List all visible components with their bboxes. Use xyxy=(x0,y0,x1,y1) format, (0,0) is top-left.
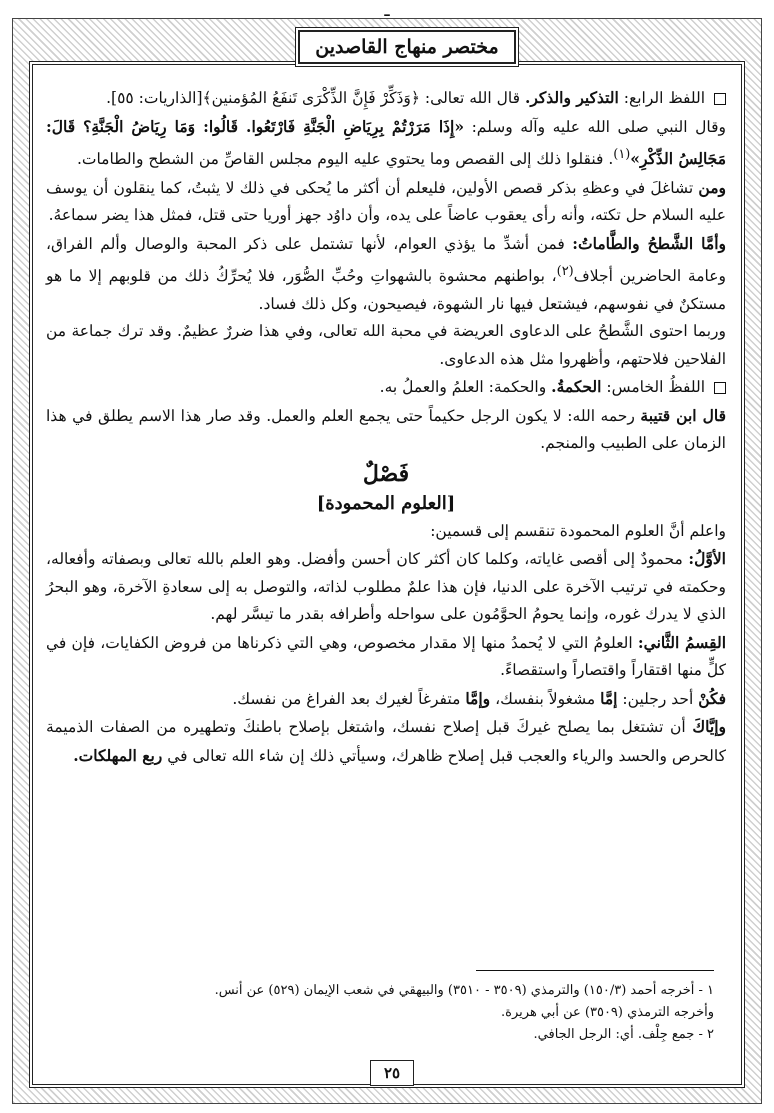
p8-text: واعلم أنَّ العلوم المحمودة تنقسم إلى قسمين: xyxy=(430,521,726,540)
paragraph-6 xyxy=(46,373,726,402)
paragraph-5 xyxy=(46,318,726,373)
paragraph-4 xyxy=(46,230,726,319)
paragraph-2 xyxy=(46,113,726,174)
p11-text-2: مشغولاً بنفسك، xyxy=(495,689,596,708)
p11-text-1: أحد رجلين: xyxy=(622,689,694,708)
p11-bold-2: إمَّا xyxy=(600,688,618,708)
footnote-1: ١ - أخرجه أحمد (١٥٠/٣) والترمذي (٣٥٠٩ - ٣٥١٠) والبيهقي في شعب الإيمان (٥٢٩) عن أنس. xyxy=(214,983,714,998)
paragraph-3 xyxy=(46,174,726,230)
p1-lead: اللفظ الرابع: xyxy=(623,89,706,107)
main-text xyxy=(46,84,726,770)
section-subheading: [العلوم المحمودة] xyxy=(316,492,456,514)
p11-text-3: متفرغاً لغيرك بعد الفراغ من نفسك. xyxy=(232,689,461,708)
p11-bold-1: فكُنْ xyxy=(698,688,726,708)
p3-bold: ومن xyxy=(698,177,727,197)
p11-bold-3: وإمَّا xyxy=(465,688,491,708)
book-title: مختصر منهاج القاصدين xyxy=(298,30,516,64)
p2-text: وقال النبي صلى الله عليه وآله وسلم: xyxy=(471,117,726,136)
square-bullet-icon xyxy=(714,382,726,394)
page-number: ٢٥ xyxy=(370,1060,414,1086)
p9-text: محمودٌ إلى أقصى غاياته، وكلما كان أكثر كان أحسن وأفضل. وهو العلم بالله تعالى وبصفاته وأفعاله، وحكمته في ترتيب الآخرة على الدنيا، فإن هذا علمٌ مطلوب لذاته، والتوصل به إلى سعادةِ الآخرة، وهو البحرُ الذي لا يدرك غوره، وإنما يحومُ الحوَّمُون على سواحله وأطرافه بقدر ما تيسَّر لهم. xyxy=(46,550,726,624)
p12-bold-tail: ربع المهلكات. xyxy=(73,745,163,765)
p7-bold: قال ابن قتيبة xyxy=(640,405,726,425)
footnotes xyxy=(46,980,714,1046)
p6-bold: الحكمةُ. xyxy=(551,377,602,397)
p7-text: رحمه الله: لا يكون الرجل حكيماً حتى يجمع العلم والعمل. وقد صار هذا الاسم يطلق في هذا الزمان على الطبيب والمنجم. xyxy=(46,406,726,453)
section-heading: فَصْلٌ xyxy=(362,460,410,487)
paragraph-11 xyxy=(46,685,726,714)
p5-text: وربما احتوى الشَّطحُ على الدعاوى العريضة في محبة الله تعالى، وفي هذا ضررٌ عظيمٌ. وقد ترك جماعة من الفلاحين فلاحتهم، وأظهروا مثل هذه الدعاوى. xyxy=(46,322,726,368)
p6-lead: اللفظُ الخامس: xyxy=(606,378,706,397)
p4-bold: وأمَّا الشَّطحُ والطَّاماتُ: xyxy=(572,233,726,253)
p1-bold: التذكير والذكر. xyxy=(524,88,619,107)
footnote-ref-1: (١) xyxy=(613,147,631,162)
p2-tail: . فنقلوا ذلك إلى القصص وما يحتوي عليه اليوم مجلس القاصِّ من الشطح والطامات. xyxy=(76,150,614,169)
paragraph-8 xyxy=(46,518,726,546)
p4-text: فمن أشدِّ ما يؤذي العوام، لأنها تشتمل على ذكر المحبة والوصال وألم الفراق، وعامة الحاضرين أجلاف xyxy=(46,234,727,286)
footnote-ref-2: (٢) xyxy=(556,264,574,280)
paragraph-1 xyxy=(46,84,726,113)
p9-bold: الأوَّلُ: xyxy=(688,549,726,569)
p1-text: قال الله تعالى: ﴿وَذَكِّرْ فَإِنَّ الذِّكْرَى تَنفَعُ المُؤمنين﴾[الذاريات: ٥٥]. xyxy=(106,89,521,107)
p2-hadith: «إِذَا مَرَرْتُمْ بِرِيَاضِ الْجَنَّةِ فَارْتَعُوا. قَالُوا: وَمَا رِيَاضُ الْجَنَّةِ؟ قَالَ: مَجَالِسُ الذِّكْرِ» xyxy=(46,116,726,169)
footnote-divider xyxy=(476,970,714,971)
p10-text: العلومُ التي لا يُحمدُ منها إلا مقدار مخصوص، وهي التي ذكرناها من فروض الكفايات، فإن في كلٍّ منها اقتقاراً واقتصاراً واستقصاءً. xyxy=(46,633,726,680)
p12-bold: وإيَّاكَ xyxy=(692,717,726,737)
p12-text: أن تشتغل بما يصلح غيركَ قبل إصلاح نفسك، واشتغل بإصلاح باطنكَ وتطهيره من الصفات الذميمة كالحرص والحسد والرياء والعجب قبل إصلاح ظاهرك، وسيأتي ذلك إن شاء الله تعالى في xyxy=(46,718,726,765)
square-bullet-icon xyxy=(714,93,726,105)
paragraph-7 xyxy=(46,402,726,458)
paragraph-12 xyxy=(46,713,726,770)
p10-bold: القِسمُ الثَّاني: xyxy=(637,632,726,652)
top-mark: ـ xyxy=(384,0,390,21)
paragraph-10 xyxy=(46,629,726,685)
footnote-1b: وأخرجه الترمذي (٣٥٠٩) عن أبي هريرة. xyxy=(501,1005,714,1020)
p3-text: تشاغلَ في وعظهِ بذكر قصص الأولين، فليعلم أن أكثر ما يُحكى في ذلك لا يثبتُ، كما ينقلون أن يوسف عليه السلام حل تكته، وأنه رأى يعقوب عاضاً على يده، وأن داوُد جهز أوريا حتى قتل، فمثل هذا يضر سماعهُ. xyxy=(46,178,726,225)
paragraph-9 xyxy=(46,545,726,629)
footnote-2: ٢ - جمع جِلْف. أي: الرجل الجافي. xyxy=(533,1027,714,1042)
p4-tail: ، بواطنهم محشوة بالشهواتِ وحُبِّ الصُّوَر، فلا يُحرِّكُ ذلك من قلوبهم إلا ما هو مستكنٌ في نفوسهم، فيشتعل فيها نار الشهوة، فيصيحون، وكل ذلك فساد. xyxy=(46,267,726,313)
p6-text: والحكمة: العلمُ والعملُ به. xyxy=(379,378,547,397)
